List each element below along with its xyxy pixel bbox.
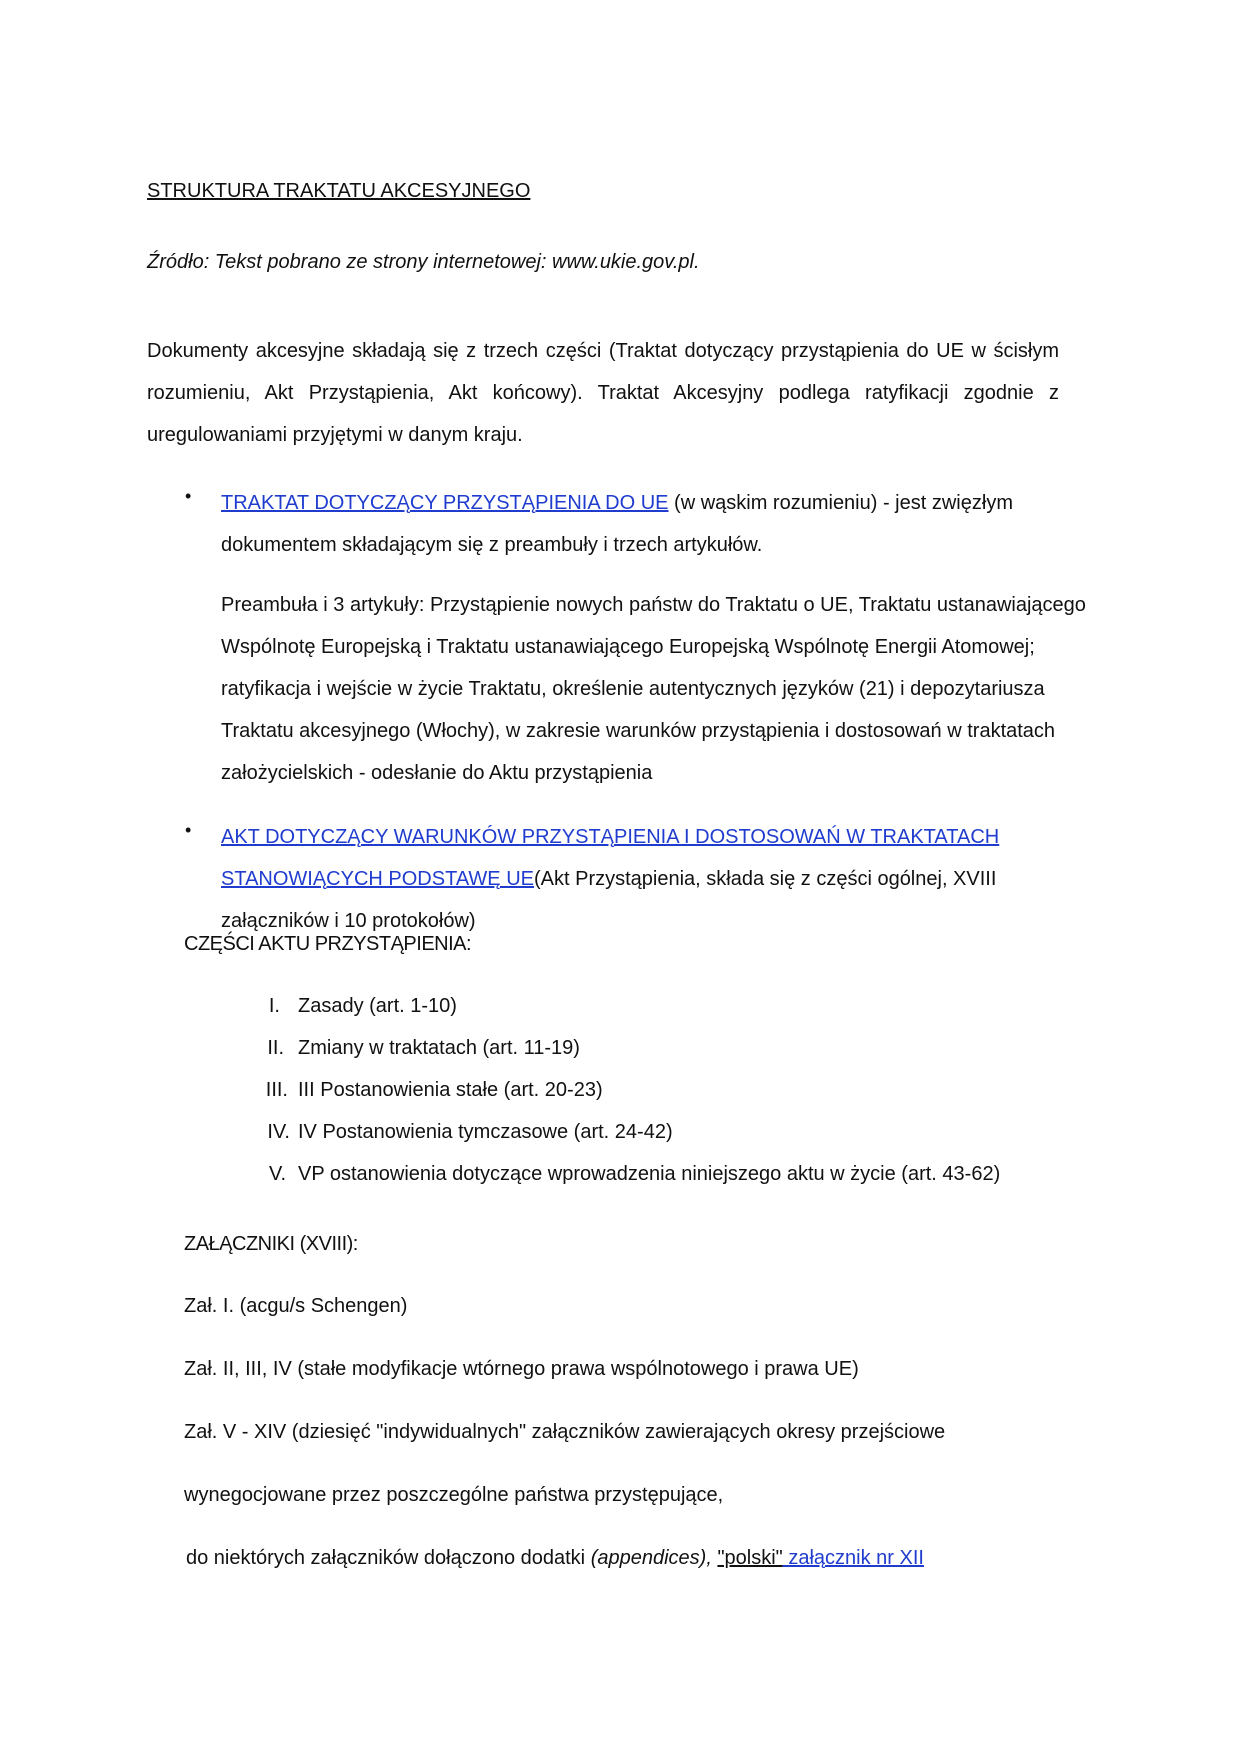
list-item-text: VP ostanowienia dotyczące wprowadzenia niniejszego aktu w życie (art. 43-62) xyxy=(298,1163,1001,1185)
annex-line: Zał. I. (acgu/s Schengen) xyxy=(184,1295,408,1317)
treaty-link[interactable]: TRAKTAT DOTYCZĄCY PRZYSTĄPIENIA DO UE xyxy=(221,492,669,514)
list-item-number: II. xyxy=(267,1037,284,1059)
list-item-text: IV Postanowienia tymczasowe (art. 24-42) xyxy=(298,1121,673,1143)
polski-quote: "polski" xyxy=(717,1547,783,1569)
list-item-text: Zasady (art. 1-10) xyxy=(298,995,457,1017)
treaty-detail-paragraph: Preambuła i 3 artykuły: Przystąpienie nowych państw do Traktatu o UE, Traktatu ustanawiającego Wspólnotę Europejską i Traktatu ustanawiającego Europejską Wspólnotę Energii Atomowej; ratyfikacja i wejście w życie Traktatu, określenie autentycznych języków (21) i depozytariusza Traktatu akcesyjnego (Włochy), w zakresie warunków przystąpienia i dostosowań w traktatach założycielskich - odesłanie do Aktu przystąpienia xyxy=(221,594,1086,784)
list-item-text: III Postanowienia stałe (art. 20-23) xyxy=(298,1079,603,1101)
list-item-number: IV. xyxy=(267,1121,290,1143)
annex-line: wynegocjowane przez poszczególne państwa przystępujące, xyxy=(184,1484,724,1506)
annex-line: Zał. V - XIV (dziesięć "indywidualnych" załączników zawierających okresy przejściowe xyxy=(184,1421,946,1443)
list-item-text: Zmiany w traktatach (art. 11-19) xyxy=(298,1037,580,1059)
bullet-icon: • xyxy=(185,486,192,506)
document-title: STRUKTURA TRAKTATU AKCESYJNEGO xyxy=(147,180,531,202)
appendices-term: (appendices), xyxy=(590,1547,712,1569)
intro-paragraph: Dokumenty akcesyjne składają się z trzech części (Traktat dotyczący przystąpienia do UE w ścisłym rozumieniu, Akt Przystąpienia, Akt końcowy). Traktat Akcesyjny podlega ratyfikacji zgodnie z uregulowaniami przyjętymi w danym kraju. xyxy=(147,340,1059,446)
annex-line-text: do niektórych załączników dołączono dodatki xyxy=(186,1547,591,1569)
bullet-item-act-text: (Akt Przystąpienia, składa się z części ogólnej, XVIII załączników i 10 protokołów) xyxy=(221,868,997,932)
list-item-number: I. xyxy=(268,995,280,1017)
annexes-heading: ZAŁĄCZNIKI (XVIII): xyxy=(184,1233,358,1255)
source-note: Źródło: Tekst pobrano ze strony internetowej: www.ukie.gov.pl. xyxy=(147,251,700,273)
list-item-number: III. xyxy=(265,1079,288,1101)
bullet-item-act xyxy=(221,816,1101,942)
annex-line xyxy=(186,1544,924,1572)
list-item-number: V. xyxy=(268,1163,286,1185)
bullet-item-treaty-text: (w wąskim rozumieniu) - jest zwięzłym dokumentem składającym się z preambuły i trzech artykułów. xyxy=(221,492,1013,556)
annex-xii-link[interactable]: załącznik nr XII xyxy=(782,1547,924,1569)
parts-heading: CZĘŚCI AKTU PRZYSTĄPIENIA: xyxy=(184,933,472,955)
annex-line: Zał. II, III, IV (stałe modyfikacje wtórnego prawa wspólnotowego i prawa UE) xyxy=(184,1358,859,1380)
bullet-item-treaty xyxy=(221,482,1101,566)
act-link[interactable]: AKT DOTYCZĄCY WARUNKÓW PRZYSTĄPIENIA I DOSTOSOWAŃ W TRAKTATACH STANOWIĄCYCH PODSTAWĘ UE xyxy=(221,826,1000,890)
bullet-icon: • xyxy=(185,820,192,840)
